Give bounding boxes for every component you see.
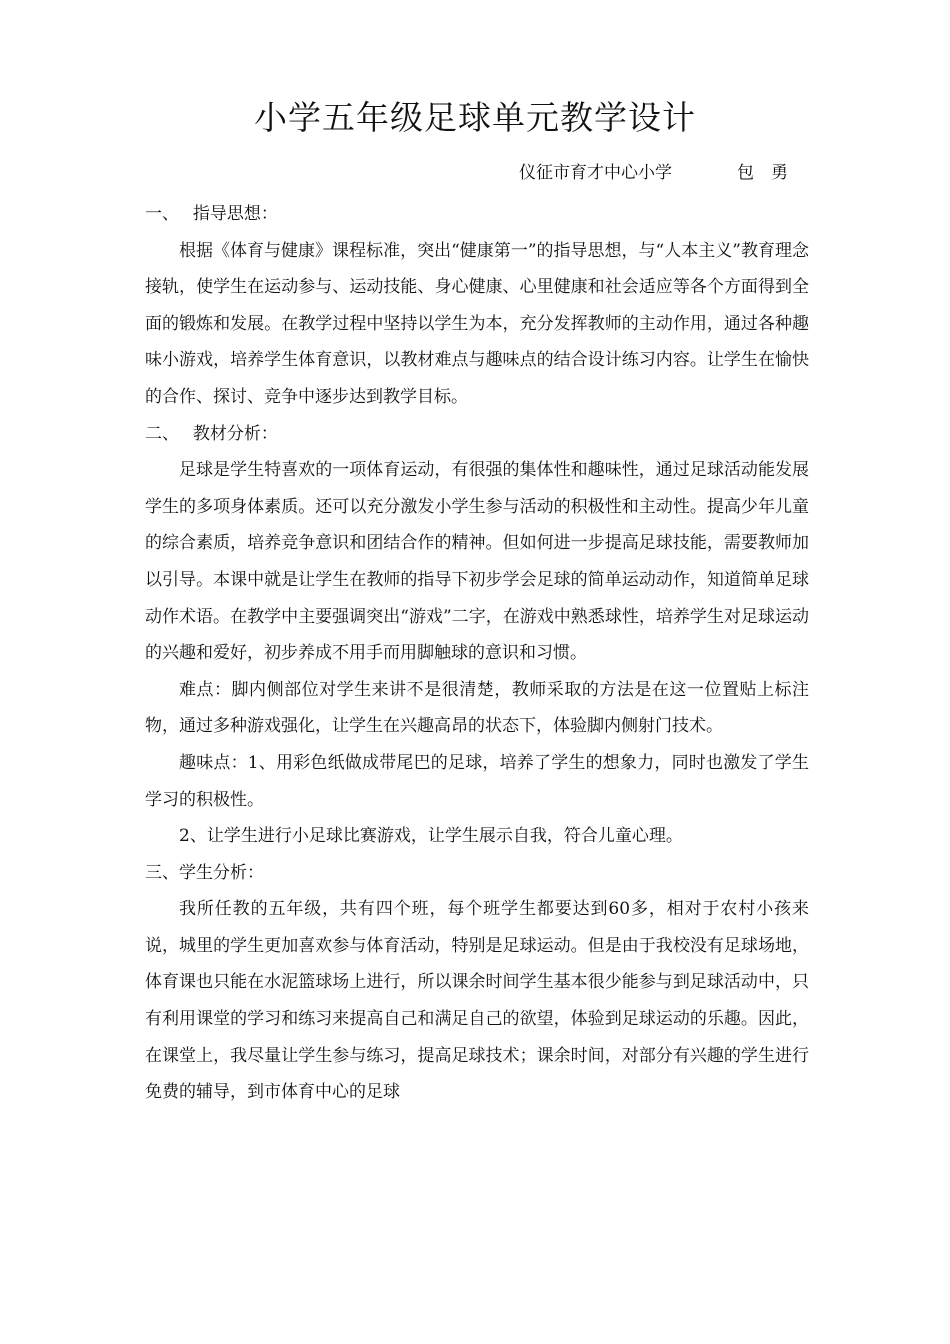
document-title: 小学五年级足球单元教学设计 bbox=[254, 98, 696, 137]
section-heading-material-analysis: 二、 教材分析： bbox=[145, 423, 278, 444]
school-name: 仪征市育才中心小学 bbox=[519, 163, 672, 183]
paragraph-interest-point-2: 2、让学生进行小足球比赛游戏，让学生展示自我，符合儿童心理。 bbox=[179, 826, 683, 847]
section-heading-student-analysis: 三、学生分析： bbox=[145, 862, 264, 883]
author-name: 包 勇 bbox=[737, 163, 788, 183]
paragraph-interest-point-1: 趣味点：1、用彩色纸做成带尾巴的足球，培养了学生的想象力，同时也激发了学生学习的积极性。 bbox=[145, 752, 809, 810]
paragraph-student-analysis: 我所任教的五年级，共有四个班，每个班学生都要达到60多，相对于农村小孩来说，城里的学生更加喜欢参与体育活动，特别是足球运动。但是由于我校没有足球场地，体育课也只能在水泥篮球场上进行，所以课余时间学生基本很少能参与到足球活动中，只有利用课堂的学习和练习来提高自己和满足自己的欲望，体验到足球运动的乐趣。因此，在课堂上，我尽量让学生参与练习，提高足球技术；课余时间，对部分有兴趣的学生进行免费的辅导，到市体育中心的足球 bbox=[145, 899, 809, 1103]
paragraph-guiding-thought: 根据《体育与健康》课程标准，突出“健康第一”的指导思想，与“人本主义”教育理念接轨，使学生在运动参与、运动技能、身心健康、心里健康和社会适应等各个方面得到全面的锻炼和发展。在教学过程中坚持以学生为本，充分发挥教师的主动作用，通过各种趣味小游戏，培养学生体育意识，以教材难点与趣味点的结合设计练习内容。让学生在愉快的合作、探讨、竞争中逐步达到教学目标。 bbox=[145, 240, 809, 407]
author-line bbox=[519, 160, 788, 186]
paragraph-difficulty: 难点：脚内侧部位对学生来讲不是很清楚，教师采取的方法是在这一位置贴上标注物，通过多种游戏强化，让学生在兴趣高昂的状态下，体验脚内侧射门技术。 bbox=[145, 679, 809, 737]
section-heading-guiding-thought: 一、 指导思想： bbox=[145, 204, 278, 224]
document-body bbox=[145, 196, 809, 1111]
paragraph-material-analysis: 足球是学生特喜欢的一项体育运动，有很强的集体性和趣味性，通过足球活动能发展学生的多项身体素质。还可以充分激发小学生参与活动的积极性和主动性。提高少年儿童的综合素质，培养竞争意识和团结合作的精神。但如何进一步提高足球技能，需要教师加以引导。本课中就是让学生在教师的指导下初步学会足球的简单运动动作，知道简单足球动作术语。在教学中主要强调突出“游戏”二字，在游戏中熟悉球性，培养学生对足球运动的兴趣和爱好，初步养成不用手而用脚触球的意识和习惯。 bbox=[145, 460, 809, 664]
